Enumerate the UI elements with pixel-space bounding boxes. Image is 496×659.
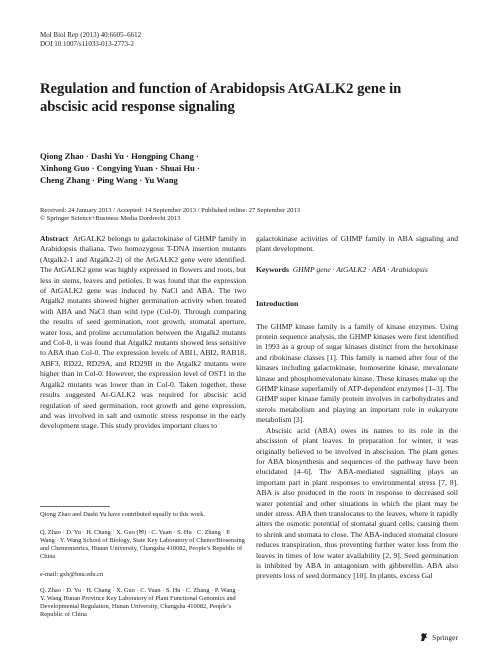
article-title: Regulation and function of Arabidopsis AtGALK2 gene in abscisic acid response signaling <box>40 81 402 115</box>
author-list <box>40 150 260 186</box>
section-heading-introduction: Introduction <box>256 299 299 309</box>
left-column <box>40 234 246 432</box>
journal-header <box>40 31 141 49</box>
intro-paragraph-1: The GHMP kinase family is a family of kinase enzymes. Using protein sequence analysis, the GHMP kinases were first identified in 1993 as a group of sugar kinases distinct from the hexokinase and ribokinase classes [1]. This family is named after four of the kinases including galactokinase, homoserine kinase, mevalonate kinase and phosphomevalonate kinase. These kinases make up the GHMP kinase superfamily of ATP-dependent enzymes [1–3]. The GHMP super kinase family protein involves in carbohydrates and sterols metabolism and playing an important role in eukaryote metabolism [3]. <box>256 321 458 425</box>
journal-citation: Mol Biol Rep (2013) 40:6605–6612 <box>40 31 142 39</box>
affiliation-2: Q. Zhao · D. Yu · H. Chang · X. Guo · C. Yuan · S. Hu · C. Zhang · P. Wang · Y. Wang Hunan Province Key Laboratory of Plant Functional Genomics and Developmental Regulation, Hunan University, Changsha 410082, People’s Republic of China <box>40 587 240 619</box>
authors-line-2: Xinhong Guo · Congying Yuan · Shuai Hu · <box>40 163 200 173</box>
abstract <box>40 234 246 432</box>
contact-email: e-mail: gxh@hnu.edu.cn <box>40 571 104 578</box>
keywords-label: Keywords <box>256 264 289 274</box>
abstract-continuation: galactokinase activities of GHMP family in ABA signaling and plant development. <box>256 234 458 254</box>
keywords-text: GHMP gene · AtGALK2 · ABA · Arabidopsis <box>292 264 428 274</box>
dates-line: Received: 24 January 2013 / Accepted: 14 September 2013 / Published online: 27 September 2013 <box>40 207 301 214</box>
authors-line-3: Cheng Zhang · Ping Wang · Yu Wang <box>40 175 178 185</box>
publisher-name: Springer <box>432 632 458 642</box>
footnote-divider <box>40 506 110 507</box>
keywords <box>256 265 458 275</box>
copyright-line: © Springer Science+Business Media Dordrecht 2013 <box>40 215 181 222</box>
abstract-text: AtGALK2 belongs to galactokinase of GHMP family in Arabidopsis thaliana. Two homozygous T-DNA insertion mutants (Atgalk2-1 and Atgalk2-2) of the AtGALK2 gene were identified. The AtGALK2 gene was highly expressed in flowers and roots, but less in stems, leaves and petioles. It was found that the expression of AtGALK2 gene was induced by NaCl and ABA. The two Atgalk2 mutants showed higher germination activity when treated with ABA and NaCl than wild type (Col-0). Through comparing the results of seed germination, root growth, stomatal aperture, water loss, and proline accumulation between the Atgalk2 mutants and Col-0, it was found that Atgalk2 mutants showed less sensitive to ABA than Col-0. The expression levels of ABI1, ABI2, RAB18, ABF3, RD22, RD29A, and RD29B in the Atgalk2 mutants were higher than in Col-0. However, the expression level of OST1 in the Atgalk2 mutants was lower than in Col-0. Taken together, these results suggested At-GALK2 was required for abscisic acid regulation of seed germination, root growth and gene expression, and was involved in salt and osmotic stress response in the early development stage. This study provides important clues to <box>40 234 247 431</box>
right-column <box>256 234 458 582</box>
doi: DOI 10.1007/s11033-013-2773-2 <box>40 40 134 48</box>
contribution-note: Qiong Zhao and Dashi Yu have contributed equally to this work. <box>40 511 205 518</box>
abstract-label: Abstract <box>40 234 69 243</box>
springer-horse-icon <box>419 632 429 642</box>
publication-dates <box>40 207 460 223</box>
authors-line-1: Qiong Zhao · Dashi Yu · Hongping Chang · <box>40 151 199 161</box>
publisher-logo <box>419 632 458 642</box>
affiliation-1: Q. Zhao · D. Yu · H. Chang · X. Guo (✉) · C. Yuan · S. Hu · C. Zhang · P. Wang · Y. Wang School of Biology, State Key Laboratory of Chemo/Biosensing and Chemometrics, Hunan University, Changsha 410082, People’s Republic of China <box>40 529 245 561</box>
intro-paragraph-2: Abscisic acid (ABA) owes its names to its role in the abscission of plant leaves. In preparation for winter, it was originally believed to be involved in abscission. The plant genes for ABA biosynthesis and sequences of the pathway have been elucidated [4–6]. The ABA-mediated signalling plays an important part in plant responses to environmental stress [7, 8]. ABA is also produced in the roots in response to decreased soil water potential and other situations in which the plant may be under stress. ABA then translocates to the leaves, where it rapidly alters the osmotic potential of stomatal guard cells, causing them to shrink and stomata to close. The ABA-induced stomatal closure reduces transpiration, thus preventing further water loss from the leaves in times of low water availability [2, 9]. Seed germination is inhibited by ABA in antagonism with gibberellin. ABA also prevents loss of seed dormancy [10]. In plants, excess Gal <box>256 425 458 581</box>
